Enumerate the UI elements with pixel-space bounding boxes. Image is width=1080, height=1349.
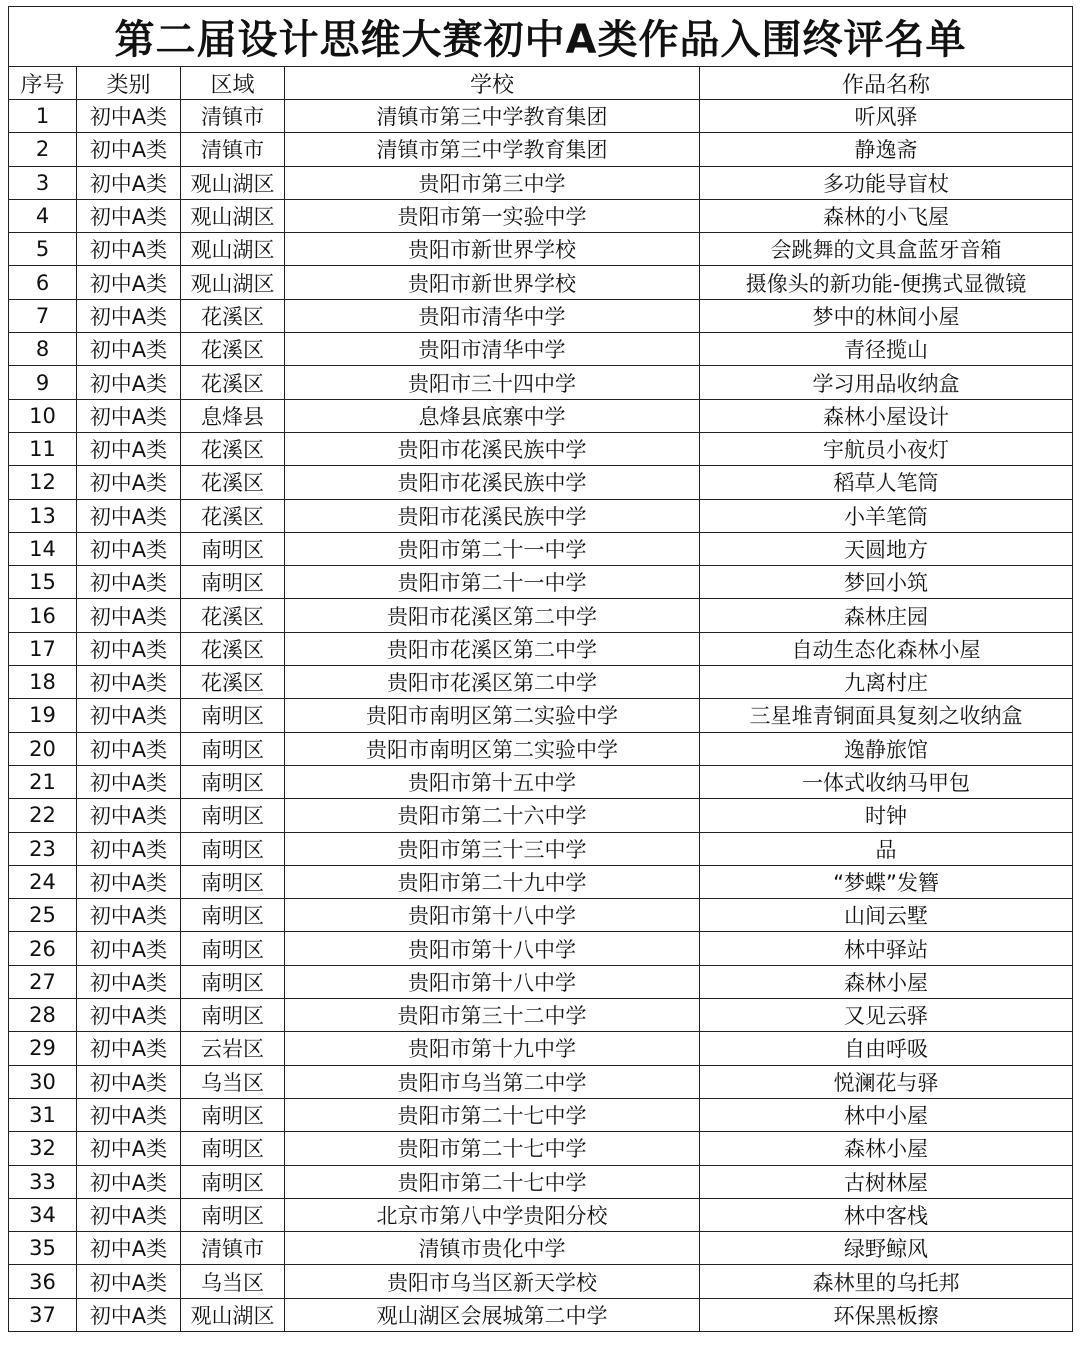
table-row [9, 765, 1073, 798]
cell-work-title: 一体式收纳马甲包 [700, 765, 1073, 798]
table-row [9, 399, 1073, 432]
cell-category: 初中A类 [77, 765, 181, 798]
cell-index: 37 [9, 1298, 77, 1331]
table-row [9, 799, 1073, 832]
cell-work-title: 自动生态化森林小屋 [700, 632, 1073, 665]
cell-index: 24 [9, 865, 77, 898]
cell-school: 贵阳市新世界学校 [285, 233, 700, 266]
table-row [9, 100, 1073, 133]
cell-index: 4 [9, 199, 77, 232]
cell-school: 贵阳市清华中学 [285, 299, 700, 332]
cell-category: 初中A类 [77, 299, 181, 332]
cell-index: 25 [9, 899, 77, 932]
cell-work-title: 宇航员小夜灯 [700, 432, 1073, 465]
table-row [9, 1132, 1073, 1165]
cell-district: 花溪区 [181, 299, 285, 332]
cell-school: 贵阳市第二十七中学 [285, 1098, 700, 1131]
cell-category: 初中A类 [77, 999, 181, 1032]
cell-index: 8 [9, 333, 77, 366]
table-row [9, 599, 1073, 632]
cell-category: 初中A类 [77, 100, 181, 133]
cell-work-title: 多功能导盲杖 [700, 166, 1073, 199]
cell-index: 31 [9, 1098, 77, 1131]
cell-district: 南明区 [181, 999, 285, 1032]
cell-district: 云岩区 [181, 1032, 285, 1065]
cell-school: 贵阳市第二十七中学 [285, 1165, 700, 1198]
table-row [9, 666, 1073, 699]
table-row [9, 632, 1073, 665]
cell-district: 南明区 [181, 932, 285, 965]
cell-index: 12 [9, 466, 77, 499]
cell-district: 乌当区 [181, 1065, 285, 1098]
cell-school: 贵阳市新世界学校 [285, 266, 700, 299]
cell-index: 36 [9, 1265, 77, 1298]
cell-district: 南明区 [181, 765, 285, 798]
cell-work-title: 小羊笔筒 [700, 499, 1073, 532]
table-row [9, 999, 1073, 1032]
cell-district: 清镇市 [181, 100, 285, 133]
cell-index: 5 [9, 233, 77, 266]
cell-category: 初中A类 [77, 266, 181, 299]
cell-index: 18 [9, 666, 77, 699]
cell-school: 贵阳市乌当区新天学校 [285, 1265, 700, 1298]
cell-category: 初中A类 [77, 1265, 181, 1298]
cell-school: 贵阳市第二十七中学 [285, 1132, 700, 1165]
table-row [9, 432, 1073, 465]
cell-category: 初中A类 [77, 1065, 181, 1098]
cell-index: 2 [9, 133, 77, 166]
cell-school: 贵阳市花溪民族中学 [285, 432, 700, 465]
cell-work-title: 林中客栈 [700, 1198, 1073, 1231]
cell-category: 初中A类 [77, 965, 181, 998]
cell-school: 贵阳市花溪民族中学 [285, 499, 700, 532]
table-row [9, 1298, 1073, 1331]
cell-school: 贵阳市三十四中学 [285, 366, 700, 399]
cell-school: 贵阳市第三十三中学 [285, 832, 700, 865]
cell-work-title: 森林小屋 [700, 1132, 1073, 1165]
cell-district: 南明区 [181, 1198, 285, 1231]
cell-district: 观山湖区 [181, 266, 285, 299]
cell-district: 南明区 [181, 865, 285, 898]
cell-category: 初中A类 [77, 1165, 181, 1198]
cell-work-title: 森林小屋设计 [700, 399, 1073, 432]
cell-work-title: 青径揽山 [700, 333, 1073, 366]
cell-category: 初中A类 [77, 899, 181, 932]
cell-work-title: 九离村庄 [700, 666, 1073, 699]
cell-category: 初中A类 [77, 1132, 181, 1165]
cell-work-title: 林中驿站 [700, 932, 1073, 965]
title-row [9, 7, 1073, 67]
cell-district: 南明区 [181, 799, 285, 832]
cell-district: 花溪区 [181, 432, 285, 465]
cell-category: 初中A类 [77, 932, 181, 965]
cell-category: 初中A类 [77, 1232, 181, 1265]
cell-work-title: 山间云墅 [700, 899, 1073, 932]
cell-category: 初中A类 [77, 466, 181, 499]
table-row [9, 1265, 1073, 1298]
table-row [9, 1198, 1073, 1231]
table-row [9, 166, 1073, 199]
cell-index: 15 [9, 566, 77, 599]
cell-category: 初中A类 [77, 699, 181, 732]
cell-school: 贵阳市第二十六中学 [285, 799, 700, 832]
cell-district: 清镇市 [181, 1232, 285, 1265]
cell-district: 南明区 [181, 699, 285, 732]
cell-index: 17 [9, 632, 77, 665]
cell-index: 3 [9, 166, 77, 199]
cell-index: 19 [9, 699, 77, 732]
cell-district: 花溪区 [181, 366, 285, 399]
cell-work-title: 森林小屋 [700, 965, 1073, 998]
cell-index: 10 [9, 399, 77, 432]
cell-school: 贵阳市第十八中学 [285, 965, 700, 998]
cell-work-title: 学习用品收纳盒 [700, 366, 1073, 399]
cell-index: 11 [9, 432, 77, 465]
cell-index: 1 [9, 100, 77, 133]
cell-index: 16 [9, 599, 77, 632]
header-district: 区域 [181, 67, 285, 100]
cell-district: 花溪区 [181, 666, 285, 699]
cell-district: 观山湖区 [181, 1298, 285, 1331]
cell-school: 贵阳市第三中学 [285, 166, 700, 199]
cell-work-title: 古树林屋 [700, 1165, 1073, 1198]
cell-district: 南明区 [181, 1165, 285, 1198]
cell-index: 23 [9, 832, 77, 865]
cell-district: 南明区 [181, 1098, 285, 1131]
cell-school: 贵阳市第二十一中学 [285, 532, 700, 565]
cell-work-title: 森林的小飞屋 [700, 199, 1073, 232]
cell-category: 初中A类 [77, 1098, 181, 1131]
table-row [9, 932, 1073, 965]
table-row [9, 532, 1073, 565]
cell-district: 观山湖区 [181, 199, 285, 232]
cell-work-title: 三星堆青铜面具复刻之收纳盒 [700, 699, 1073, 732]
cell-category: 初中A类 [77, 832, 181, 865]
cell-district: 乌当区 [181, 1265, 285, 1298]
cell-work-title: 天圆地方 [700, 532, 1073, 565]
cell-work-title: 梦中的林间小屋 [700, 299, 1073, 332]
cell-district: 清镇市 [181, 133, 285, 166]
cell-school: 贵阳市花溪区第二中学 [285, 599, 700, 632]
table-row [9, 233, 1073, 266]
cell-school: 贵阳市花溪区第二中学 [285, 666, 700, 699]
cell-district: 花溪区 [181, 466, 285, 499]
cell-work-title: 逸静旅馆 [700, 732, 1073, 765]
cell-district: 花溪区 [181, 499, 285, 532]
table-row [9, 133, 1073, 166]
cell-school: 贵阳市乌当第二中学 [285, 1065, 700, 1098]
cell-district: 息烽县 [181, 399, 285, 432]
cell-school: 贵阳市清华中学 [285, 333, 700, 366]
header-work-title: 作品名称 [700, 67, 1073, 100]
cell-school: 贵阳市第二十九中学 [285, 865, 700, 898]
cell-index: 34 [9, 1198, 77, 1231]
cell-district: 南明区 [181, 965, 285, 998]
table-row [9, 965, 1073, 998]
cell-work-title: 森林庄园 [700, 599, 1073, 632]
cell-district: 南明区 [181, 832, 285, 865]
cell-school: 清镇市第三中学教育集团 [285, 133, 700, 166]
cell-index: 20 [9, 732, 77, 765]
cell-work-title: 又见云驿 [700, 999, 1073, 1032]
cell-work-title: 摄像头的新功能-便携式显微镜 [700, 266, 1073, 299]
cell-category: 初中A类 [77, 199, 181, 232]
table-row [9, 566, 1073, 599]
cell-index: 32 [9, 1132, 77, 1165]
header-row [9, 67, 1073, 100]
cell-work-title: 自由呼吸 [700, 1032, 1073, 1065]
cell-category: 初中A类 [77, 566, 181, 599]
cell-school: 贵阳市第十九中学 [285, 1032, 700, 1065]
finalist-table [8, 6, 1073, 1332]
table-row [9, 266, 1073, 299]
cell-district: 南明区 [181, 532, 285, 565]
cell-index: 27 [9, 965, 77, 998]
cell-index: 7 [9, 299, 77, 332]
cell-index: 9 [9, 366, 77, 399]
cell-work-title: 会跳舞的文具盒蓝牙音箱 [700, 233, 1073, 266]
cell-work-title: 森林里的乌托邦 [700, 1265, 1073, 1298]
cell-category: 初中A类 [77, 799, 181, 832]
cell-district: 花溪区 [181, 333, 285, 366]
table-body [9, 100, 1073, 1332]
table-row [9, 865, 1073, 898]
cell-category: 初中A类 [77, 399, 181, 432]
cell-school: 清镇市贵化中学 [285, 1232, 700, 1265]
finalist-sheet [8, 6, 1072, 1332]
cell-school: 贵阳市第二十一中学 [285, 566, 700, 599]
cell-school: 贵阳市第十八中学 [285, 932, 700, 965]
cell-category: 初中A类 [77, 1198, 181, 1231]
table-row [9, 199, 1073, 232]
cell-index: 21 [9, 765, 77, 798]
cell-index: 33 [9, 1165, 77, 1198]
table-row [9, 1098, 1073, 1131]
cell-category: 初中A类 [77, 732, 181, 765]
table-title: 第二届设计思维大赛初中A类作品入围终评名单 [9, 7, 1073, 67]
cell-school: 贵阳市第十五中学 [285, 765, 700, 798]
table-row [9, 1165, 1073, 1198]
table-row [9, 699, 1073, 732]
cell-category: 初中A类 [77, 499, 181, 532]
cell-district: 观山湖区 [181, 233, 285, 266]
table-row [9, 832, 1073, 865]
cell-school: 贵阳市第一实验中学 [285, 199, 700, 232]
table-row [9, 1065, 1073, 1098]
cell-category: 初中A类 [77, 1298, 181, 1331]
table-row [9, 899, 1073, 932]
cell-index: 14 [9, 532, 77, 565]
table-row [9, 499, 1073, 532]
cell-work-title: 听风驿 [700, 100, 1073, 133]
cell-index: 28 [9, 999, 77, 1032]
cell-work-title: 绿野鲸风 [700, 1232, 1073, 1265]
cell-district: 南明区 [181, 1132, 285, 1165]
table-row [9, 466, 1073, 499]
cell-index: 35 [9, 1232, 77, 1265]
cell-work-title: 稻草人笔筒 [700, 466, 1073, 499]
header-school: 学校 [285, 67, 700, 100]
cell-district: 观山湖区 [181, 166, 285, 199]
cell-work-title: 静逸斋 [700, 133, 1073, 166]
cell-work-title: 梦回小筑 [700, 566, 1073, 599]
table-row [9, 1032, 1073, 1065]
cell-work-title: “梦蝶”发簪 [700, 865, 1073, 898]
header-category: 类别 [77, 67, 181, 100]
cell-category: 初中A类 [77, 432, 181, 465]
cell-work-title: 时钟 [700, 799, 1073, 832]
cell-school: 贵阳市第三十二中学 [285, 999, 700, 1032]
cell-school: 贵阳市花溪民族中学 [285, 466, 700, 499]
table-row [9, 366, 1073, 399]
cell-district: 南明区 [181, 732, 285, 765]
cell-district: 花溪区 [181, 632, 285, 665]
cell-school: 观山湖区会展城第二中学 [285, 1298, 700, 1331]
cell-school: 息烽县底寨中学 [285, 399, 700, 432]
cell-category: 初中A类 [77, 233, 181, 266]
cell-category: 初中A类 [77, 532, 181, 565]
cell-category: 初中A类 [77, 133, 181, 166]
cell-category: 初中A类 [77, 1032, 181, 1065]
cell-category: 初中A类 [77, 166, 181, 199]
cell-school: 清镇市第三中学教育集团 [285, 100, 700, 133]
table-row [9, 732, 1073, 765]
cell-school: 北京市第八中学贵阳分校 [285, 1198, 700, 1231]
header-index: 序号 [9, 67, 77, 100]
cell-category: 初中A类 [77, 333, 181, 366]
cell-school: 贵阳市第十八中学 [285, 899, 700, 932]
cell-index: 13 [9, 499, 77, 532]
cell-school: 贵阳市花溪区第二中学 [285, 632, 700, 665]
cell-district: 花溪区 [181, 599, 285, 632]
cell-district: 南明区 [181, 899, 285, 932]
cell-category: 初中A类 [77, 865, 181, 898]
cell-category: 初中A类 [77, 366, 181, 399]
cell-school: 贵阳市南明区第二实验中学 [285, 732, 700, 765]
cell-index: 22 [9, 799, 77, 832]
cell-index: 29 [9, 1032, 77, 1065]
cell-category: 初中A类 [77, 632, 181, 665]
cell-index: 30 [9, 1065, 77, 1098]
cell-work-title: 林中小屋 [700, 1098, 1073, 1131]
cell-work-title: 环保黑板擦 [700, 1298, 1073, 1331]
cell-work-title: 品 [700, 832, 1073, 865]
cell-index: 6 [9, 266, 77, 299]
cell-index: 26 [9, 932, 77, 965]
cell-school: 贵阳市南明区第二实验中学 [285, 699, 700, 732]
table-row [9, 1232, 1073, 1265]
cell-work-title: 悦澜花与驿 [700, 1065, 1073, 1098]
table-row [9, 299, 1073, 332]
cell-district: 南明区 [181, 566, 285, 599]
cell-category: 初中A类 [77, 666, 181, 699]
table-row [9, 333, 1073, 366]
cell-category: 初中A类 [77, 599, 181, 632]
